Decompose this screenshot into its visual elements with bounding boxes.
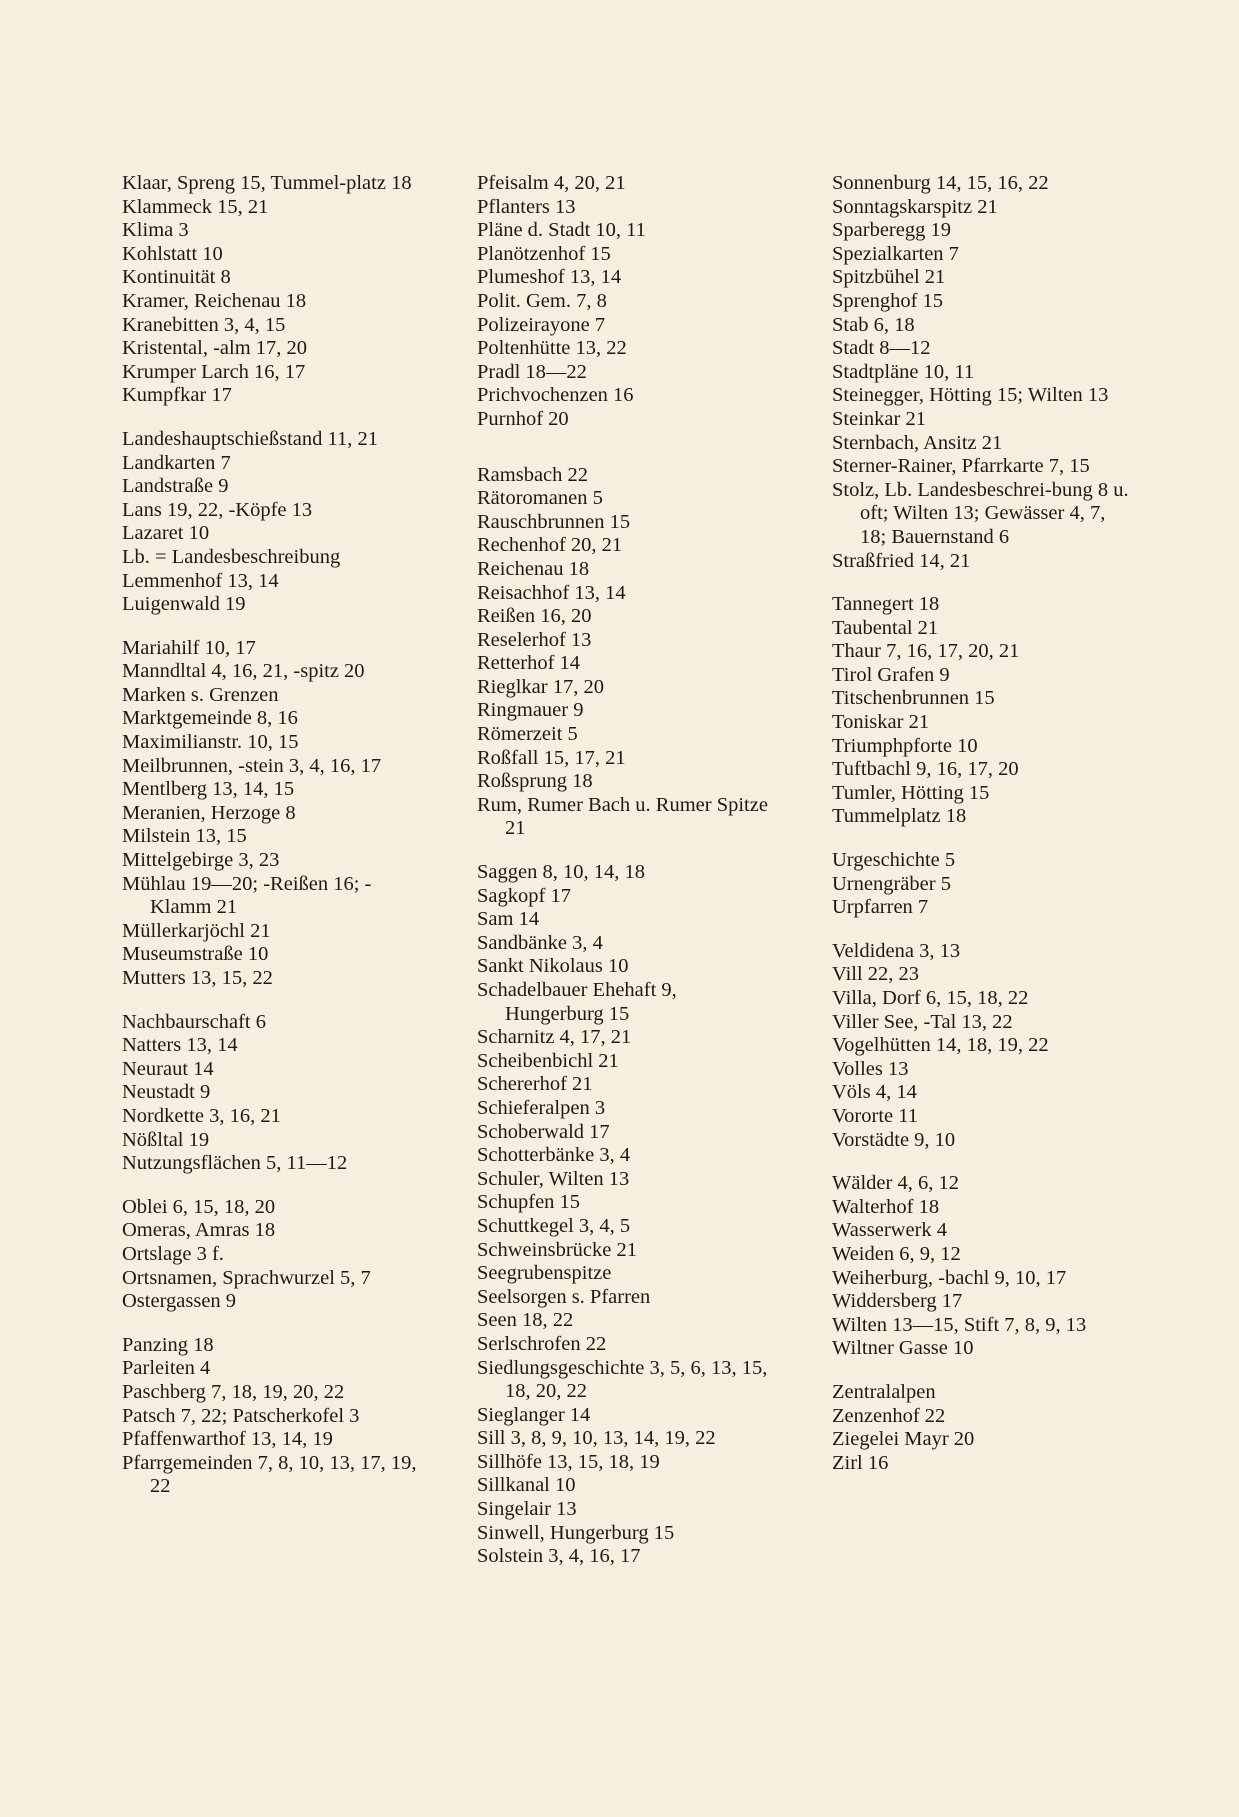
index-entry: Wilten 13—15, Stift 7, 8, 9, 13 xyxy=(832,1313,1087,1336)
index-entry: Sagkopf 17 xyxy=(477,884,571,907)
index-letter-group xyxy=(477,172,777,432)
index-entry: Sternbach, Ansitz 21 xyxy=(832,431,1003,454)
index-entry: Meilbrunnen, -stein 3, 4, 16, 17 xyxy=(122,754,382,777)
index-entry: Nößltal 19 xyxy=(122,1128,210,1151)
index-entry: Steinegger, Hötting 15; Wilten 13 xyxy=(832,384,1109,407)
index-entry: Villa, Dorf 6, 15, 18, 22 xyxy=(832,987,1029,1009)
index-letter-group xyxy=(477,464,777,842)
index-letter-group xyxy=(122,637,422,991)
index-entry: Rechenhof 20, 21 xyxy=(477,534,623,557)
index-entry: Kohlstatt 10 xyxy=(122,242,223,265)
index-entry: Straßfried 14, 21 xyxy=(832,549,971,572)
index-entry: Wasserwerk 4 xyxy=(832,1219,948,1242)
index-entry: Kumpfkar 17 xyxy=(122,384,232,407)
index-entry: Luigenwald 19 xyxy=(122,593,246,616)
index-entry: Zirl 16 xyxy=(832,1451,889,1474)
index-entry: Klammeck 15, 21 xyxy=(122,195,269,218)
index-entry: Saggen 8, 10, 14, 18 xyxy=(477,861,645,884)
index-entry: Triumphpforte 10 xyxy=(832,734,978,757)
index-letter-group xyxy=(122,172,422,408)
index-entry: Sankt Nikolaus 10 xyxy=(477,955,629,978)
index-entry: Ortsnamen, Sprachwurzel 5, 7 xyxy=(122,1266,371,1289)
index-entry: Römerzeit 5 xyxy=(477,723,578,746)
index-column-3 xyxy=(832,172,1132,1495)
index-letter-group xyxy=(832,1381,1132,1475)
index-entry: Lazaret 10 xyxy=(122,522,210,545)
index-entry: Nordkette 3, 16, 21 xyxy=(122,1104,281,1127)
index-entry: Urpfarren 7 xyxy=(832,896,929,919)
index-entry: Roßfall 15, 17, 21 xyxy=(477,746,626,769)
index-entry: Nachbaurschaft 6 xyxy=(122,1010,267,1033)
index-entry: Volles 13 xyxy=(832,1057,909,1080)
index-entry: Schuler, Wilten 13 xyxy=(477,1167,630,1190)
index-letter-group xyxy=(122,428,422,617)
index-entry: Manndltal 4, 16, 21, -spitz 20 xyxy=(122,660,365,683)
index-entry: Lb. = Landesbeschreibung xyxy=(122,545,341,568)
index-entry: Vorstädte 9, 10 xyxy=(832,1128,956,1151)
index-entry: Schererhof 21 xyxy=(477,1073,593,1096)
index-entry: Solstein 3, 4, 16, 17 xyxy=(477,1545,641,1568)
index-entry: Rauschbrunnen 15 xyxy=(477,510,631,533)
index-entry: Pradl 18—22 xyxy=(477,360,587,383)
index-entry: Seen 18, 22 xyxy=(477,1309,574,1332)
index-entry: Neustadt 9 xyxy=(122,1081,211,1104)
index-entry: Scharnitz 4, 17, 21 xyxy=(477,1026,632,1049)
index-entry: Tuftbachl 9, 16, 17, 20 xyxy=(832,758,1019,781)
index-entry: Sieglanger 14 xyxy=(477,1403,591,1426)
index-entry: Kramer, Reichenau 18 xyxy=(122,289,307,312)
index-entry: Landkarten 7 xyxy=(122,451,231,474)
index-entry: Tannegert 18 xyxy=(832,593,940,616)
index-entry: Titschenbrunnen 15 xyxy=(832,687,995,710)
index-entry: Steinkar 21 xyxy=(832,407,926,430)
index-entry: Vororte 11 xyxy=(832,1104,918,1127)
index-column-1 xyxy=(122,172,422,1519)
index-entry: Toniskar 21 xyxy=(832,711,930,734)
index-entry: Polit. Gem. 7, 8 xyxy=(477,289,607,312)
index-entry: Reißen 16, 20 xyxy=(477,605,592,628)
index-entry: Völs 4, 14 xyxy=(832,1081,917,1104)
index-entry: Klaar, Spreng 15, Tummel-platz 18 xyxy=(122,172,412,194)
index-entry: Rätoromanen 5 xyxy=(477,487,603,510)
index-entry: Landstraße 9 xyxy=(122,475,229,498)
index-column-2 xyxy=(477,172,777,1589)
index-entry: Roßsprung 18 xyxy=(477,770,593,793)
index-entry: Weiden 6, 9, 12 xyxy=(832,1242,961,1265)
index-entry: Krumper Larch 16, 17 xyxy=(122,360,306,383)
index-entry: Müllerkarjöchl 21 xyxy=(122,919,271,942)
index-entry: Urnengräber 5 xyxy=(832,872,951,895)
index-entry: Parleiten 4 xyxy=(122,1357,211,1380)
index-entry: Maximilianstr. 10, 15 xyxy=(122,731,299,754)
index-entry: Singelair 13 xyxy=(477,1498,577,1521)
index-entry: Panzing 18 xyxy=(122,1333,214,1356)
index-entry: Lemmenhof 13, 14 xyxy=(122,569,279,592)
index-entry: Marktgemeinde 8, 16 xyxy=(122,707,298,730)
index-entry: Sillkanal 10 xyxy=(477,1474,576,1497)
index-entry: Pflanters 13 xyxy=(477,195,576,218)
index-entry: Tummelplatz 18 xyxy=(832,805,967,828)
index-entry: Spezialkarten 7 xyxy=(832,242,959,265)
index-entry: Sonntagskarspitz 21 xyxy=(832,195,998,218)
index-entry: Natters 13, 14 xyxy=(122,1034,238,1057)
index-entry: Schupfen 15 xyxy=(477,1191,581,1214)
index-entry: Pläne d. Stadt 10, 11 xyxy=(477,219,646,242)
index-entry: Sillhöfe 13, 15, 18, 19 xyxy=(477,1450,660,1473)
index-entry: Sparberegg 19 xyxy=(832,219,951,242)
index-entry: Ramsbach 22 xyxy=(477,463,589,486)
index-entry: Mühlau 19—20; -Reißen 16; -Klamm 21 xyxy=(122,872,372,919)
index-entry: Siedlungsgeschichte 3, 5, 6, 13, 15, 18, 20, 22 xyxy=(477,1356,768,1403)
index-entry: Tirol Grafen 9 xyxy=(832,663,950,686)
index-entry: Zenzenhof 22 xyxy=(832,1404,946,1427)
index-entry: Patsch 7, 22; Patscherkofel 3 xyxy=(122,1404,360,1427)
index-entry: Schieferalpen 3 xyxy=(477,1096,606,1119)
index-letter-group xyxy=(832,849,1132,920)
index-letter-group xyxy=(832,940,1132,1152)
index-entry: Prichvochenzen 16 xyxy=(477,384,634,407)
index-letter-group xyxy=(122,1334,422,1499)
index-entry: Kontinuität 8 xyxy=(122,266,231,289)
index-entry: Sam 14 xyxy=(477,908,540,931)
index-entry: Marken s. Grenzen xyxy=(122,683,279,706)
index-letter-group xyxy=(477,861,777,1569)
index-entry: Mittelgebirge 3, 23 xyxy=(122,849,280,872)
index-entry: Meranien, Herzoge 8 xyxy=(122,801,296,824)
index-entry: Lans 19, 22, -Köpfe 13 xyxy=(122,498,313,521)
index-entry: Pfarrgemeinden 7, 8, 10, 13, 17, 19, 22 xyxy=(122,1451,417,1498)
index-entry: Schadelbauer Ehehaft 9, Hungerburg 15 xyxy=(477,979,677,1025)
index-entry: Sprenghof 15 xyxy=(832,289,944,312)
index-entry: Omeras, Amras 18 xyxy=(122,1219,276,1242)
index-entry: Kristental, -alm 17, 20 xyxy=(122,337,308,360)
index-entry: Weiherburg, -bachl 9, 10, 17 xyxy=(832,1266,1067,1289)
index-entry: Veldidena 3, 13 xyxy=(832,939,961,962)
index-entry: Zentralalpen xyxy=(832,1380,936,1403)
index-entry: Sterner-Rainer, Pfarrkarte 7, 15 xyxy=(832,455,1090,478)
index-entry: Mutters 13, 15, 22 xyxy=(122,967,273,989)
index-entry: Scheibenbichl 21 xyxy=(477,1049,619,1072)
index-entry: Museumstraße 10 xyxy=(122,943,269,966)
index-entry: Serlschrofen 22 xyxy=(477,1332,607,1355)
index-entry: Walterhof 18 xyxy=(832,1195,940,1218)
index-entry: Stadtpläne 10, 11 xyxy=(832,360,975,383)
index-entry: Pfeisalm 4, 20, 21 xyxy=(477,172,626,194)
index-entry: Mariahilf 10, 17 xyxy=(122,636,256,659)
index-entry: Polizeirayone 7 xyxy=(477,313,606,336)
index-entry: Viller See, -Tal 13, 22 xyxy=(832,1010,1013,1033)
index-entry: Kranebitten 3, 4, 15 xyxy=(122,313,286,336)
index-entry: Klima 3 xyxy=(122,219,189,242)
index-entry: Pfaffenwarthof 13, 14, 19 xyxy=(122,1428,333,1451)
index-entry: Stolz, Lb. Landesbeschrei-bung 8 u. oft; Wilten 13; Gewässer 4, 7, 18; Bauernstand 6 xyxy=(832,478,1129,548)
index-entry: Ortslage 3 f. xyxy=(122,1242,224,1265)
index-entry: Purnhof 20 xyxy=(477,407,569,430)
index-entry: Taubental 21 xyxy=(832,616,939,639)
index-entry: Schoberwald 17 xyxy=(477,1120,610,1143)
index-entry: Nutzungsflächen 5, 11—12 xyxy=(122,1152,348,1175)
index-entry: Seegrubenspitze xyxy=(477,1262,612,1285)
index-entry: Schotterbänke 3, 4 xyxy=(477,1144,631,1167)
index-entry: Vill 22, 23 xyxy=(832,963,920,986)
index-entry: Spitzbühel 21 xyxy=(832,266,946,289)
index-entry: Ringmauer 9 xyxy=(477,699,584,722)
index-entry: Schuttkegel 3, 4, 5 xyxy=(477,1214,631,1237)
index-entry: Reisachhof 13, 14 xyxy=(477,581,626,604)
index-entry: Reselerhof 13 xyxy=(477,628,592,651)
index-entry: Planötzenhof 15 xyxy=(477,242,611,265)
index-entry: Wiltner Gasse 10 xyxy=(832,1337,974,1360)
index-entry: Ziegelei Mayr 20 xyxy=(832,1428,975,1451)
index-entry: Urgeschichte 5 xyxy=(832,849,956,872)
index-entry: Milstein 13, 15 xyxy=(122,825,247,848)
index-entry: Widdersberg 17 xyxy=(832,1290,963,1313)
index-entry: Plumeshof 13, 14 xyxy=(477,266,622,289)
index-letter-group xyxy=(122,1011,422,1176)
index-entry: Thaur 7, 16, 17, 20, 21 xyxy=(832,640,1020,663)
index-entry: Vogelhütten 14, 18, 19, 22 xyxy=(832,1034,1049,1057)
index-entry: Rieglkar 17, 20 xyxy=(477,675,604,698)
index-entry: Wälder 4, 6, 12 xyxy=(832,1172,959,1195)
index-entry: Sill 3, 8, 9, 10, 13, 14, 19, 22 xyxy=(477,1427,716,1450)
index-entry: Schweinsbrücke 21 xyxy=(477,1238,637,1261)
index-entry: Oblei 6, 15, 18, 20 xyxy=(122,1195,276,1218)
index-entry: Reichenau 18 xyxy=(477,557,590,580)
index-letter-group xyxy=(832,1172,1132,1361)
index-entry: Paschberg 7, 18, 19, 20, 22 xyxy=(122,1380,345,1403)
index-entry: Rum, Rumer Bach u. Rumer Spitze 21 xyxy=(477,793,768,840)
index-entry: Neuraut 14 xyxy=(122,1057,214,1080)
index-entry: Landeshauptschießstand 11, 21 xyxy=(122,427,378,450)
index-entry: Ostergassen 9 xyxy=(122,1290,237,1313)
index-entry: Sinwell, Hungerburg 15 xyxy=(477,1521,675,1544)
index-entry: Sandbänke 3, 4 xyxy=(477,931,603,954)
index-entry: Sonnenburg 14, 15, 16, 22 xyxy=(832,172,1049,194)
index-letter-group xyxy=(832,593,1132,829)
index-entry: Mentlberg 13, 14, 15 xyxy=(122,778,295,801)
index-entry: Seelsorgen s. Pfarren xyxy=(477,1285,651,1308)
index-entry: Retterhof 14 xyxy=(477,652,581,675)
index-entry: Stab 6, 18 xyxy=(832,313,915,336)
index-entry: Tumler, Hötting 15 xyxy=(832,781,990,804)
index-entry: Stadt 8—12 xyxy=(832,337,931,360)
index-letter-group xyxy=(122,1196,422,1314)
index-entry: Poltenhütte 13, 22 xyxy=(477,337,627,360)
index-letter-group xyxy=(832,172,1132,573)
